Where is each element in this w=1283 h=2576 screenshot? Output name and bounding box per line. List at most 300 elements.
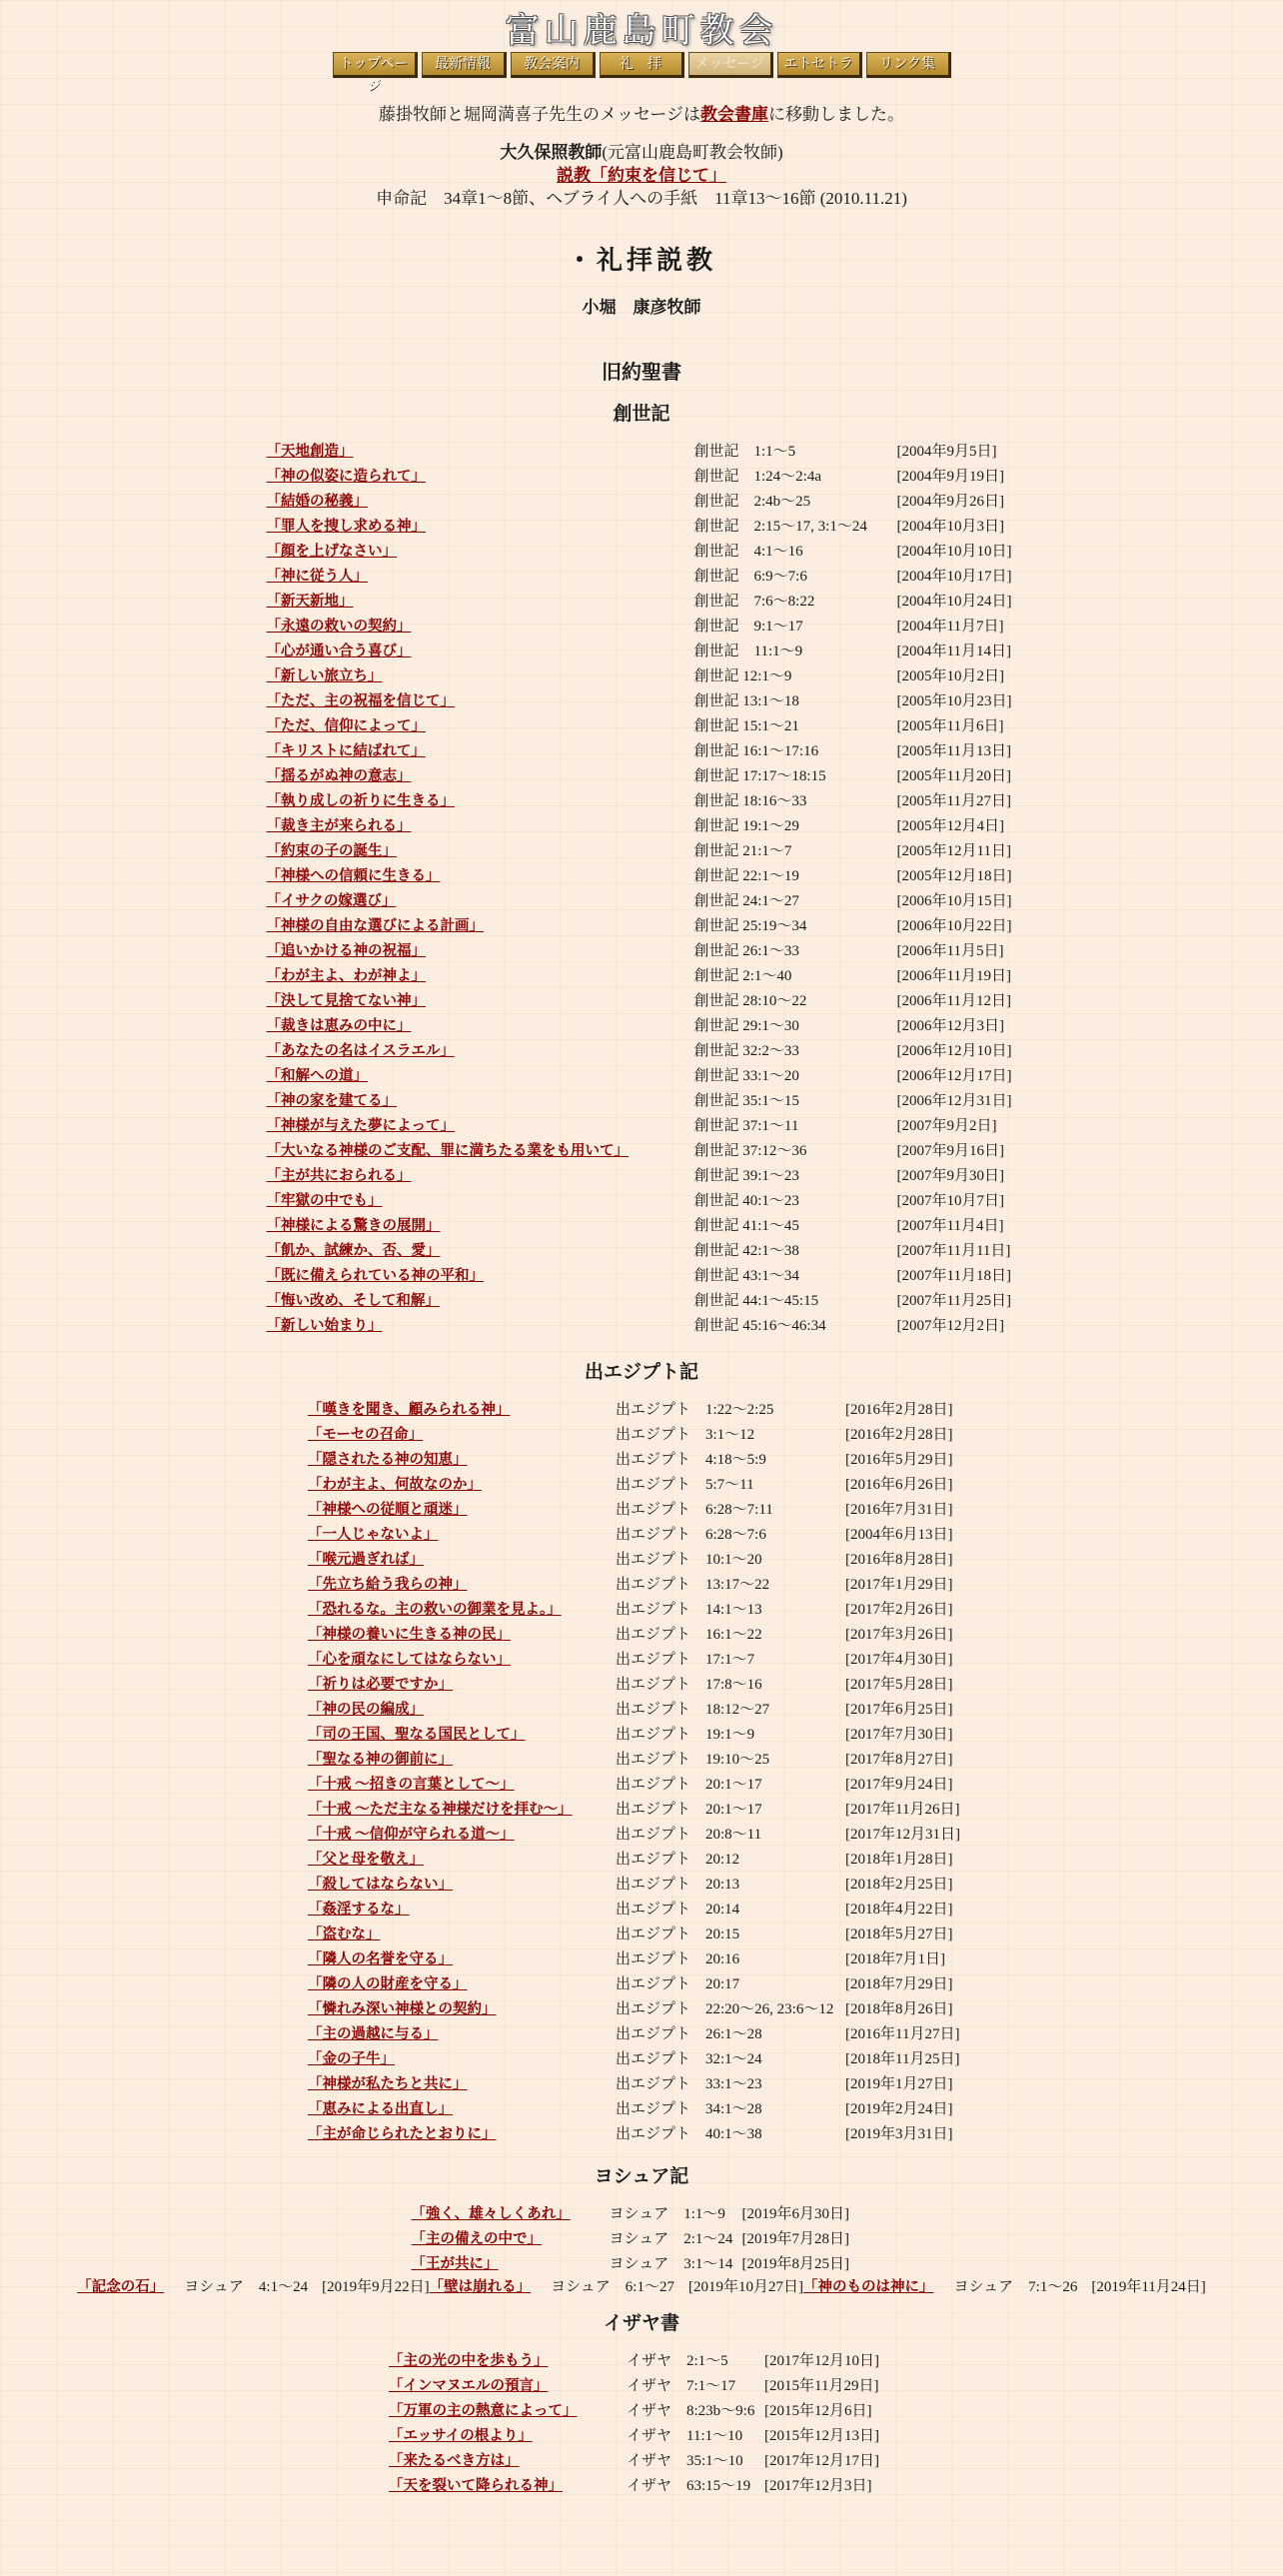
scripture-reference: 創世記 12:1～9 [693,668,792,684]
sermon-link[interactable]: 「顔を上げなさい」 [266,544,397,560]
sermon-link[interactable]: 「神様への従順と頑迷」 [308,1502,468,1518]
sermon-row [263,912,1021,937]
sermon-link[interactable]: 「ただ、主の祝福を信じて」 [266,693,455,709]
scripture-reference: 創世記 37:1～11 [693,1118,799,1134]
sermon-link[interactable]: 「心が通い合う喜び」 [266,644,412,659]
sermon-link[interactable]: 「わが主よ、わが神よ」 [266,968,426,984]
sermon-row [263,812,1021,837]
sermon-title-cell [304,1746,612,1771]
sermon-link[interactable]: 「神様が与えた夢によって」 [266,1118,455,1134]
sermon-title-cell [304,1896,612,1921]
sermon-title-cell [263,937,690,962]
sermon-link[interactable]: 「隣人の名誉を守る」 [308,1951,453,1967]
scripture-reference: 創世記 2:15～17, 3:1～24 [693,519,867,535]
scripture-reference: 出エジプト 1:22～2:25 [616,1402,774,1418]
sermon-date: [2004年9月26日] [896,494,1004,510]
sermon-title-cell [304,1621,612,1646]
scripture-reference: イザヤ 35:1～10 [627,2453,743,2469]
sermon-link[interactable]: 「神に従う人」 [266,569,368,585]
sermon-title-cell [263,962,690,987]
sermon-date: [2017年12月10日] [764,2353,879,2369]
sermon-link[interactable]: 「記念の石」 [77,2279,165,2295]
sermon-date: [2004年10月17日] [896,569,1012,585]
sermon-link[interactable]: 「憐れみ深い神様との契約」 [308,2001,497,2017]
sermon-date: [2005年12月4日] [896,818,1004,834]
church-archive-link[interactable]: 教会書庫 [699,105,768,124]
sermon-date: [2016年2月28日] [845,1402,953,1418]
scripture-reference: 出エジプト 16:1～22 [616,1627,762,1643]
sermon-link[interactable]: 「主の光の中を歩もう」 [389,2353,549,2369]
scripture-reference: ヨシュア 7:1～26 [953,2279,1078,2295]
sermon-link[interactable]: 「主の備えの中で」 [411,2231,542,2247]
sermon-title-cell [304,1421,612,1446]
sermon-link[interactable]: 「約束の子の誕生」 [266,843,397,859]
sermon-link[interactable]: 「喉元過ぎれば」 [308,1552,424,1568]
sermon-title-cell [263,812,690,837]
sermon-link[interactable]: 「新天新地」 [266,594,354,610]
sermon-link[interactable]: 「隣の人の財産を守る」 [308,1976,468,1992]
sermon-link[interactable]: 「父と母を敬え」 [308,1852,424,1868]
sermon-row [304,1546,979,1571]
sermon-title-cell [385,2422,623,2447]
sermon-date: [2017年3月26日] [845,1627,953,1643]
sermon-title-cell [263,787,690,812]
sermon-link[interactable]: 「司の王国、聖なる国民として」 [308,1727,526,1743]
sermon-link[interactable]: 「嘆きを聞き、顧みられる神」 [308,1402,511,1418]
sermon-books [0,399,1283,2497]
scripture-reference: ヨシュア 1:1～9 [609,2206,725,2222]
sermon-date: [2017年12月31日] [845,1827,960,1843]
sermon-date: [2019年6月30日] [741,2206,849,2222]
sermon-row [304,1471,979,1496]
sermon-row [304,1596,979,1621]
scripture-reference: 創世記 1:1～5 [693,444,796,460]
sermon-link[interactable]: 「エッサイの根より」 [389,2428,533,2444]
sermon-row [304,1921,979,1945]
scripture-reference: 創世記 45:16～46:34 [693,1318,826,1334]
sermon-title-cell [263,1162,690,1187]
nav-item-5[interactable]: エトセトラ [777,52,862,78]
sermon-row [263,638,1021,662]
sermon-date: [2017年1月29日] [845,1577,953,1593]
scripture-reference: 出エジプト 5:7～11 [616,1477,754,1493]
sermon-row [304,2120,979,2145]
scripture-reference: 創世記 37:12～36 [693,1143,807,1159]
sermon-link[interactable]: 「神の民の編成」 [308,1702,424,1718]
sermon-link[interactable]: 「あなたの名はイスラエル」 [266,1043,455,1059]
sermon-link[interactable]: 「主が命じられたとおりに」 [308,2126,497,2142]
sermon-link[interactable]: 「壁は崩れる」 [429,2279,532,2295]
sermon-date: [2019年11月24日] [1091,2279,1206,2295]
scripture-reference: 出エジプト 20:16 [616,1951,740,1967]
sermon-title-cell [263,613,690,638]
sermon-date: [2019年3月31日] [845,2126,953,2142]
scripture-reference: 創世記 29:1～30 [693,1018,799,1034]
sermon-link[interactable]: 「強く、雄々しくあれ」 [411,2206,571,2222]
scripture-reference: 創世記 33:1～20 [693,1068,799,1084]
scripture-reference: 創世記 6:9～7:6 [693,569,807,585]
sermon-row [304,1621,979,1646]
sermon-link[interactable]: 「心を頑なにしてはならない」 [308,1652,511,1668]
featured-sermon-reference: 申命記 34章1～8節、ヘブライ人への手紙 11章13～16節 (2010.11.21) [376,189,907,208]
sermon-link[interactable]: 「新しい旅立ち」 [266,668,383,684]
sermon-date: [2006年11月19日] [896,968,1011,984]
sermon-date: [2019年10月27日] [687,2279,803,2295]
scripture-reference: 創世記 2:1～40 [693,968,792,984]
sermon-title-cell [304,1871,612,1896]
sermon-link[interactable]: 「既に備えられている神の平和」 [266,1268,484,1284]
sermon-date: [2015年12月13日] [764,2428,879,2444]
scripture-reference: イザヤ 2:1～5 [627,2353,728,2369]
sermon-row [263,987,1021,1012]
sermon-date: [2005年11月13日] [896,743,1011,759]
sermon-row [304,1571,979,1596]
scripture-reference: 出エジプト 20:13 [616,1877,740,1893]
sermon-link[interactable]: 「和解への道」 [266,1068,368,1084]
notice-text-after: に移動しました。 [767,105,904,124]
sermon-row [263,662,1021,687]
page [0,10,1283,2576]
sermon-link[interactable]: 「神様による驚きの展開」 [266,1218,441,1234]
sermon-link[interactable]: 「決して見捨てない神」 [266,993,426,1009]
sermon-title-cell [263,1287,690,1312]
book-title: ヨシュア記 [594,2165,689,2187]
sermon-date: [2004年11月7日] [896,619,1004,635]
sermon-link[interactable]: 「飢か、試練か、否、愛」 [266,1243,441,1259]
sermon-row [263,538,1021,563]
sermon-link[interactable]: 「大いなる神様のご支配、罪に満ちたる業をも用いて」 [266,1143,629,1159]
sermon-row [263,887,1021,912]
sermon-link[interactable]: 「悔い改め、そして和解」 [266,1293,440,1309]
sermon-title-cell [263,712,690,737]
sermon-date: [2005年11月6日] [896,718,1004,734]
sermon-row [304,2070,979,2095]
sermon-date: [2015年11月29日] [764,2378,879,2394]
sermon-title-cell [263,762,690,787]
sermon-title-cell [263,987,690,1012]
scripture-reference: 創世記 17:17～18:15 [693,768,826,784]
sermon-title-cell [263,912,690,937]
nav-item-0[interactable]: トップページ [333,52,418,78]
scripture-reference: 出エジプト 4:18～5:9 [616,1452,766,1468]
sermon-title-cell [263,1037,690,1062]
sermon-link[interactable]: 「主の過越に与る」 [308,2026,439,2042]
sermon-row [263,837,1021,862]
sermon-link[interactable]: 「新しい始まり」 [266,1318,383,1334]
sermon-date: [2007年9月2日] [896,1118,997,1134]
sermon-table [263,438,1021,1337]
scripture-reference: 出エジプト 14:1～13 [616,1602,762,1618]
sermon-link[interactable]: 「牢獄の中でも」 [266,1193,383,1209]
nav-item-4[interactable]: メッセージ [688,52,773,78]
sermon-link[interactable]: 「来たるべき方は」 [389,2453,520,2469]
sermon-title-cell [304,1970,612,1995]
sermon-row [304,1995,979,2020]
scripture-reference: 創世記 11:1～9 [693,644,803,659]
sermon-row [263,1187,1021,1212]
scripture-reference: 出エジプト 20:1～17 [616,1777,762,1793]
sermon-date: [2005年12月11日] [896,843,1011,859]
scripture-reference: 創世記 26:1～33 [693,943,799,959]
sermon-link[interactable]: 「金の子牛」 [308,2051,395,2067]
sermon-link[interactable]: 「祈りは必要ですか」 [308,1677,453,1693]
sermon-row [304,1846,979,1871]
scripture-reference: 出エジプト 26:1～28 [616,2026,762,2042]
sermon-date: [2016年11月27日] [845,2026,960,2042]
sermon-date: [2006年12月17日] [896,1068,1012,1084]
sermon-title-cell [263,563,690,588]
sermon-row [263,962,1021,987]
sermon-date: [2018年5月27日] [845,1927,953,1942]
sermon-row [263,1212,1021,1237]
sermon-link[interactable]: 「神様が私たちと共に」 [308,2076,468,2092]
sermon-title-cell [304,1471,612,1496]
featured-sermon-link[interactable]: 説教「約束を信じて」 [557,166,726,185]
sermon-link[interactable]: 「恐れるな。主の救いの御業を見よ。」 [308,1602,562,1618]
sermon-title-cell [263,1237,690,1262]
sermon-date: [2007年11月4日] [896,1218,1004,1234]
sermon-link[interactable]: 「神の家を建てる」 [266,1093,397,1109]
sermon-link[interactable]: 「神の似姿に造られて」 [266,469,426,485]
sermon-title-cell [263,737,690,762]
sermon-date: [2017年4月30日] [845,1652,953,1668]
sermon-date: [2006年12月10日] [896,1043,1012,1059]
sermon-date: [2018年1月28日] [845,1852,953,1868]
sermon-row [304,1871,979,1896]
scripture-reference: 創世記 39:1～23 [693,1168,799,1184]
sermon-link[interactable]: 「神様への信頼に生きる」 [266,868,441,884]
sermon-row [263,862,1021,887]
sermon-title-cell [263,687,690,712]
sermon-row [408,2250,876,2275]
sermon-title-cell [304,1546,612,1571]
sermon-date: [2006年10月22日] [896,918,1012,934]
scripture-reference: 出エジプト 20:1～17 [616,1802,762,1818]
sermon-link[interactable]: 「盗むな」 [308,1927,381,1942]
sermon-date: [2004年6月13日] [845,1527,953,1543]
book-title: イザヤ書 [603,2312,679,2334]
sermon-link[interactable]: 「結婚の秘義」 [266,494,368,510]
sermon-link[interactable]: 「恵みによる出直し」 [308,2101,453,2117]
scripture-reference: 出エジプト 17:8～16 [616,1677,762,1693]
scripture-reference: 出エジプト 10:1～20 [616,1552,762,1568]
sermon-link[interactable]: 「天地創造」 [266,444,354,460]
scripture-reference: 創世記 9:1～17 [693,619,803,635]
sermon-row [304,1396,979,1421]
sermon-title-cell [304,1696,612,1721]
sermon-link[interactable]: 「追いかける神の祝福」 [266,943,426,959]
sermon-row [304,1696,979,1721]
scripture-reference: 創世記 41:1～45 [693,1218,799,1234]
archive-notice [0,100,1283,125]
sermon-row [385,2447,898,2472]
sermon-link[interactable]: 「インマヌエルの預言」 [389,2378,549,2394]
sermon-link[interactable]: 「天を裂いて降られる神」 [389,2478,563,2494]
scripture-reference: 出エジプト 20:8～11 [616,1827,762,1843]
sermon-link[interactable]: 「聖なる神の御前に」 [308,1752,453,1768]
sermon-date: [2017年2月26日] [845,1602,953,1618]
sermon-row [304,1796,979,1821]
scripture-reference: ヨシュア 4:1～24 [184,2279,309,2295]
scripture-reference: 出エジプト 6:28～7:6 [616,1527,766,1543]
featured-pastor-name: 大久保照教師 [500,143,603,162]
sermon-row [408,2225,876,2250]
sermon-link[interactable]: 「わが主よ、何故なのか」 [308,1477,482,1493]
nav-item-6[interactable]: リンク集 [866,52,951,78]
sermon-row [304,2020,979,2045]
scripture-reference: 創世記 28:10～22 [693,993,807,1009]
sermon-link[interactable]: 「執り成しの祈りに生きる」 [266,793,455,809]
sermon-title-cell [263,1012,690,1037]
testament-heading: 旧約聖書 [602,360,681,384]
sermon-date: [2006年12月31日] [896,1093,1012,1109]
sermon-link[interactable]: 「キリストに結ばれて」 [266,743,426,759]
sermon-date: [2017年7月30日] [845,1727,953,1743]
sermon-title-cell [304,1945,612,1970]
sermon-link[interactable]: 「先立ち給う我らの神」 [308,1577,468,1593]
sermon-row [263,687,1021,712]
site-title: 富山鹿島町教会 [505,11,778,51]
sermon-date: [2007年9月16日] [896,1143,1004,1159]
sermon-link[interactable]: 「王が共に」 [411,2256,499,2272]
sermon-link[interactable]: 「裁き主が来られる」 [266,818,412,834]
sermon-date: [2004年11月14日] [896,644,1011,659]
sermon-title-cell [304,1671,612,1696]
sermon-date: [2005年11月27日] [896,793,1011,809]
sermon-link[interactable]: 「ただ、信仰によって」 [266,718,426,734]
sermon-link[interactable]: 「揺るがぬ神の意志」 [266,768,412,784]
sermon-link[interactable]: 「モーセの召命」 [308,1427,424,1443]
sermon-title-cell [408,2225,606,2250]
sermon-date: [2007年11月11日] [896,1243,1011,1259]
sermon-row [263,1262,1021,1287]
scripture-reference: イザヤ 63:15～19 [627,2478,751,2494]
sermon-date: [2007年11月25日] [896,1293,1011,1309]
sermon-link[interactable]: 「殺してはならない」 [308,1877,453,1893]
sermon-row [263,787,1021,812]
sermon-title-cell [263,1262,690,1287]
sermon-row [304,1970,979,1995]
sermon-link[interactable]: 「主が共におられる」 [266,1168,412,1184]
sermon-date: [2018年8月26日] [845,2001,953,2017]
sermon-row [304,1771,979,1796]
scripture-reference: 出エジプト 3:1～12 [616,1427,755,1443]
sermon-title-cell [263,1312,690,1337]
sermon-title-cell [263,588,690,613]
sermon-link[interactable]: 「神のものは神に」 [802,2279,934,2295]
sermon-link[interactable]: 「隠されたる神の知恵」 [308,1452,468,1468]
inline-sermon-row [0,2275,1283,2300]
sermon-date: [2016年6月26日] [845,1477,953,1493]
sermon-title-cell [263,438,690,463]
sermon-link[interactable]: 「姦淫するな」 [308,1902,410,1918]
sermon-row [304,1421,979,1446]
scripture-reference: 創世記 15:1～21 [693,718,799,734]
sermon-title-cell [304,2095,612,2120]
sermon-date: [2015年12月6日] [764,2403,872,2419]
scripture-reference: 創世記 40:1～23 [693,1193,799,1209]
sermon-date: [2007年10月7日] [896,1193,1004,1209]
sermon-link[interactable]: 「万軍の主の熱意によって」 [389,2403,578,2419]
sermon-row [263,712,1021,737]
sermon-link[interactable]: 「十戒 ～招きの言葉として～」 [308,1777,515,1793]
sermon-row [263,937,1021,962]
sermon-date: [2017年9月24日] [845,1777,953,1793]
scripture-reference: 創世記 25:19～34 [693,918,807,934]
sermon-date: [2019年7月28日] [741,2231,849,2247]
sermon-link[interactable]: 「裁きは恵みの中に」 [266,1018,412,1034]
featured-pastor [0,141,1283,164]
sermon-date: [2005年11月20日] [896,768,1011,784]
scripture-reference: ヨシュア 6:1～27 [551,2279,674,2295]
nav-item-1[interactable]: 最新情報 [422,52,507,78]
sermon-row [385,2422,898,2447]
sermon-title-cell [304,2120,612,2145]
sermon-row [263,488,1021,513]
sermon-title-cell [304,1596,612,1621]
sermon-row [304,2045,979,2070]
sermon-row [385,2472,898,2497]
sermon-row [263,1237,1021,1262]
sermon-row [263,1162,1021,1187]
sermon-title-cell [304,1846,612,1871]
sermon-title-cell [304,1821,612,1846]
sermon-link[interactable]: 「罪人を捜し求める神」 [266,519,426,535]
sermon-title-cell [304,1721,612,1746]
sermon-link[interactable]: 「神様の自由な選びによる計画」 [266,918,484,934]
scripture-reference: 出エジプト 6:28～7:11 [616,1502,773,1518]
sermon-title-cell [263,1087,690,1112]
scripture-reference: 創世記 43:1～34 [693,1268,799,1284]
sermon-title-cell [304,2020,612,2045]
sermon-row [263,588,1021,613]
sermon-link[interactable]: 「一人じゃないよ」 [308,1527,439,1543]
sermon-title-cell [263,662,690,687]
main-nav [0,52,1283,94]
sermon-link[interactable]: 「神様の養いに生きる神の民」 [308,1627,511,1643]
sermon-title-cell [263,1112,690,1137]
scripture-reference: 出エジプト 19:1～9 [616,1727,755,1743]
notice-text-before: 藤掛牧師と堀岡満喜子先生のメッセージは [379,105,700,124]
nav-item-2[interactable]: 教会案内 [511,52,596,78]
sermon-date: [2004年10月10日] [896,544,1012,560]
sermon-row [385,2347,898,2372]
sermon-title-cell [385,2397,623,2422]
scripture-reference: イザヤ 11:1～10 [627,2428,743,2444]
sermon-date: [2004年10月3日] [896,519,1004,535]
nav-item-3[interactable]: 礼 拝 [600,52,684,78]
sermon-link[interactable]: 「イサクの嫁選び」 [266,893,397,909]
sermon-date: [2006年11月5日] [896,943,1004,959]
sermon-title-cell [304,1921,612,1945]
sermon-title-cell [304,1446,612,1471]
sermon-row [263,1012,1021,1037]
scripture-reference: 創世記 35:1～15 [693,1093,799,1109]
sermon-title-cell [263,1137,690,1162]
sermon-title-cell [263,887,690,912]
sermon-title-cell [263,1187,690,1212]
sermon-row [304,2095,979,2120]
sermon-date: [2004年9月5日] [896,444,997,460]
sermon-link[interactable]: 「永遠の救いの契約」 [266,619,412,635]
sermon-link[interactable]: 「十戒 ～ただ主なる神様だけを拝む～」 [308,1802,573,1818]
scripture-reference: 出エジプト 34:1～28 [616,2101,762,2117]
sermon-link[interactable]: 「十戒 ～信仰が守られる道～」 [308,1827,515,1843]
scripture-reference: 出エジプト 20:14 [616,1902,740,1918]
scripture-reference: 創世記 42:1～38 [693,1243,799,1259]
sermon-title-cell [304,1571,612,1596]
sermon-title-cell [263,837,690,862]
